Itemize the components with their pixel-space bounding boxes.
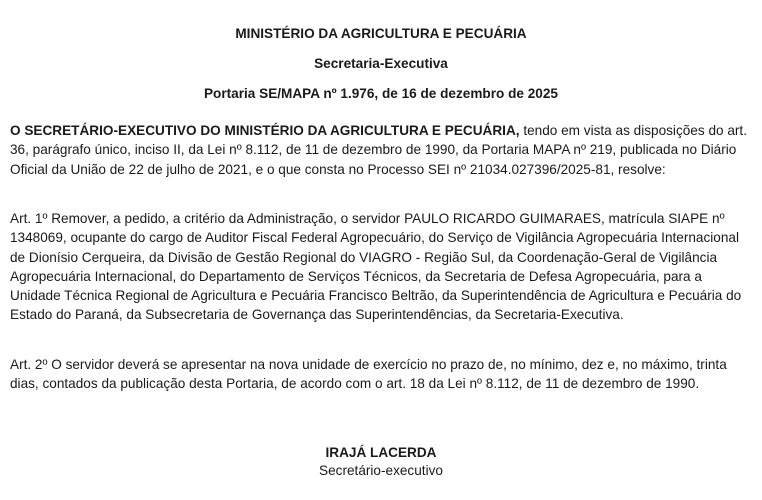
signatory-role: Secretário-executivo	[319, 463, 443, 478]
signatory-name: IRAJÁ LACERDA	[325, 445, 437, 460]
article-2: Art. 2º O servidor deverá se apresentar na nova unidade de exercício no prazo de, no mínimo, dez e, no máximo, trinta dias, contados da publicação desta Portaria, de acordo com o art. 18 da Lei nº 8.112, de 11 de dezembro de 1990.	[10, 357, 727, 392]
preamble-lead: O SECRETÁRIO-EXECUTIVO DO MINISTÉRIO DA AGRICULTURA E PECUÁRIA,	[10, 123, 520, 138]
ministry-heading: MINISTÉRIO DA AGRICULTURA E PECUÁRIA	[235, 26, 527, 41]
secretariat-heading: Secretaria-Executiva	[314, 56, 448, 71]
article-1: Art. 1º Remover, a pedido, a critério da Administração, o servidor PAULO RICARDO GUIMARAES, matrícula SIAPE nº 1348069, ocupante do cargo de Auditor Fiscal Federal Agropecuário, do Serviço de Vigilância Agropecuária Internacional de Dionísio Cerqueira, da Divisão de Gestão Regional do VIAGRO - Região Sul, da Coordenação-Geral de Vigilância Agropecuária Internacional, do Departamento de Serviços Técnicos, da Secretaria de Defesa Agropecuária, para a Unidade Técnica Regional de Agricultura e Pecuária Francisco Beltrão, da Superintendência de Agricultura e Pecuária do Estado do Paraná, da Subsecretaria de Governança das Superintendências, da Secretaria-Executiva.	[10, 211, 742, 323]
preamble-text: tendo em vista as disposições do art. 36, parágrafo único, inciso II, da Lei nº 8.112, de 11 de dezembro de 1990, da Portaria MAPA nº 219, publicada no Diário Oficial da União de 22 de julho de 2021, e o que consta no Processo SEI nº 21034.027396/2025-81, resolve:	[10, 123, 747, 177]
ordinance-title: Portaria SE/MAPA nº 1.976, de 16 de dezembro de 2025	[203, 86, 558, 101]
preamble-paragraph	[10, 121, 754, 179]
